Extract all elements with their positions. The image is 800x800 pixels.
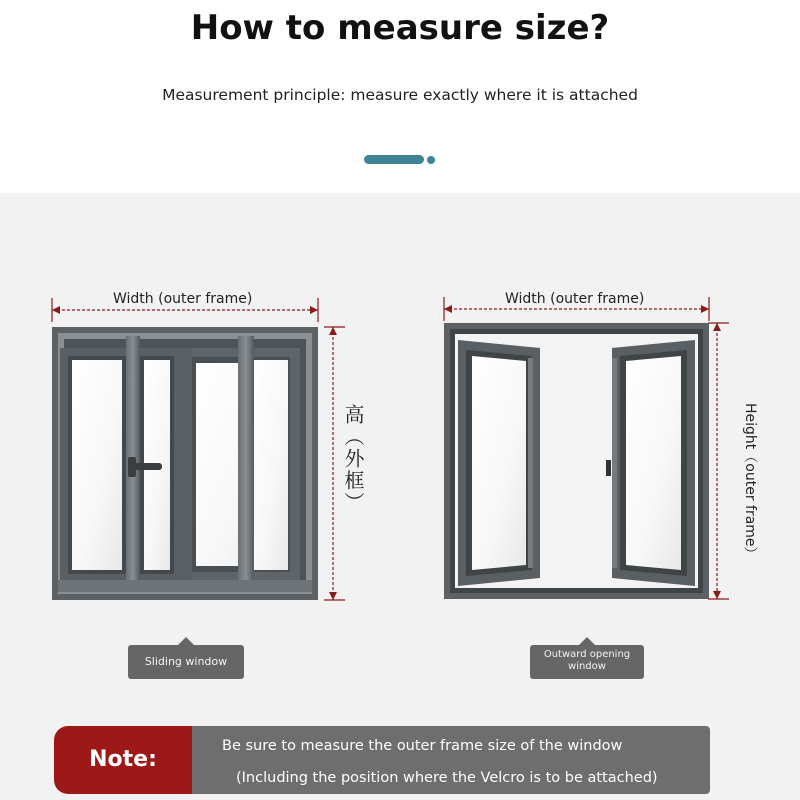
arrow-down-icon bbox=[329, 592, 337, 600]
height-label-sliding: 高（外框） bbox=[338, 404, 368, 514]
sliding-window-illustration bbox=[52, 327, 318, 600]
arrow-down-icon bbox=[713, 591, 721, 599]
outward-window-tag-line1: Outward opening bbox=[543, 649, 631, 660]
arrow-up-icon bbox=[329, 327, 337, 335]
outward-window-illustration bbox=[444, 323, 709, 599]
note-banner bbox=[54, 724, 710, 794]
arrow-up-icon bbox=[713, 323, 721, 331]
width-label-sliding: Width (outer frame) bbox=[110, 291, 255, 307]
note-line-2: (Including the position where the Velcro is to be attached) bbox=[236, 770, 658, 786]
page-subtitle: Measurement principle: measure exactly where it is attached bbox=[162, 86, 638, 104]
page-title: How to measure size? bbox=[190, 8, 610, 48]
arrow-right-icon bbox=[701, 305, 709, 313]
note-label: Note: bbox=[54, 726, 192, 794]
outward-window-tag bbox=[530, 645, 644, 679]
arrow-right-icon bbox=[310, 306, 318, 314]
height-label-outward: Height（outer frame） bbox=[722, 403, 758, 561]
sliding-window-tag: Sliding window bbox=[128, 645, 244, 679]
note-body bbox=[192, 726, 710, 794]
note-line-1: Be sure to measure the outer frame size of the window bbox=[222, 738, 623, 754]
width-label-outward: Width (outer frame) bbox=[502, 291, 647, 307]
arrow-left-icon bbox=[52, 306, 60, 314]
arrow-left-icon bbox=[444, 305, 452, 313]
outward-window-tag-line2: window bbox=[568, 661, 606, 672]
